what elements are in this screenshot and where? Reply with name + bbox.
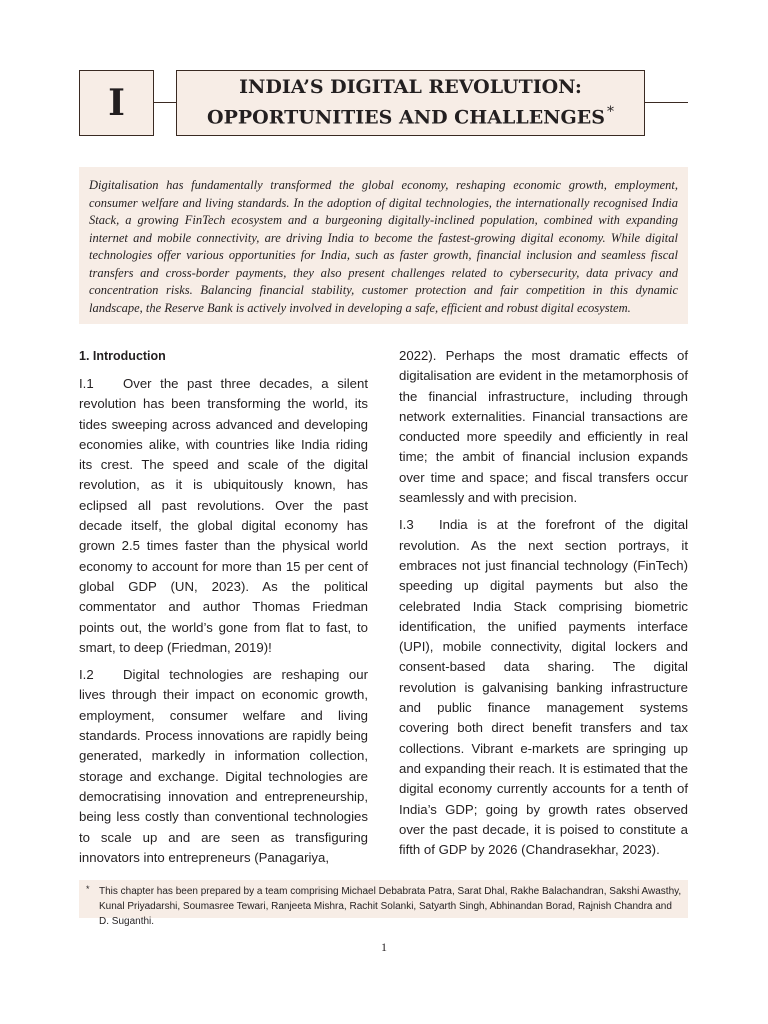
chapter-number: I	[108, 82, 125, 124]
chapter-abstract: Digitalisation has fundamentally transformed the global economy, reshaping economic growth, employment, consumer welfare and living standards. In the adoption of digital technologies, the internationally recognised India Stack, a growing FinTech ecosystem and a burgeoning digitally-inclined population, combined with expanding internet and mobile connectivity, are driving India to become the fastest-growing digital economy. While digital technologies offer various opportunities for India, such as faster growth, financial inclusion and seamless fiscal transfers and cross-border payments, they also present challenges related to cybersecurity, data privacy and concentration risks. Balancing financial stability, customer protection and fair competition in this dynamic landscape, the Reserve Bank is actively involved in developing a safe, efficient and robust digital ecosystem.	[79, 167, 688, 324]
paragraph-i3	[399, 515, 688, 860]
right-column	[399, 346, 688, 867]
footnote	[79, 880, 688, 927]
paragraph-i1	[79, 374, 368, 658]
paragraph-text: Over the past three decades, a silent revolution has been transforming the world, its tides sweeping across advanced and developing economies alike, with countries like India riding its crest. The speed and scale of the digital revolution, as it is ubiquitously known, has eclipsed all past revolutions. Over the past decade itself, the global digital economy has grown 2.5 times faster than the physical world economy to account for more than 15 per cent of global GDP (UN, 2023). As the political commentator and author Thomas Friedman points out, the world’s gone from flat to fast, to smart, to deep (Friedman, 2019)!	[79, 376, 368, 655]
footnote-marker: *	[86, 884, 90, 894]
chapter-title-box	[176, 70, 645, 136]
section-heading: 1. Introduction	[79, 349, 166, 363]
title-connector-line-left	[154, 102, 176, 103]
chapter-number-box	[79, 70, 154, 136]
chapter-title-line-1: INDIA’S DIGITAL REVOLUTION:	[239, 76, 582, 99]
paragraph-number: I.2	[79, 667, 94, 683]
footnote-text: This chapter has been prepared by a team comprising Michael Debabrata Patra, Sarat Dhal, Rakhe Balachandran, Sakshi Awasthy, Kunal Priyadarshi, Soumasree Tewari, Ranjeeta Mishra, Rachit Solanki, Satyarth Singh, Abhinandan Borad, Rajnish Chandra and D. Suganthi.	[99, 886, 682, 927]
paragraph-number: I.3	[399, 517, 414, 533]
paragraph-number: I.1	[79, 376, 94, 391]
title-connector-line-right	[645, 102, 688, 103]
chapter-title-footnote-marker: *	[606, 104, 614, 121]
chapter-title-line-2	[207, 100, 614, 130]
paragraph-text: India is at the forefront of the digital revolution. As the next section portrays, it embraces not just financial technology (FinTech) speeding up digital payments but also the celebrated India Stack comprising biometric identification, the unified payments interface (UPI), mobile connectivity, digital lockers and consent-based data sharing. The digital revolution is galvanising banking infrastructure and public finance management systems covering both direct benefit transfers and tax collections. Vibrant e-markets are springing up and expanding their reach. It is estimated that the digital economy currently accounts for a tenth of India’s GDP; going by growth rates observed over the past decade, it is poised to constitute a fifth of GDP by 2026 (Chandrasekhar, 2023).	[399, 517, 688, 858]
paragraph-text: Digital technologies are reshaping our lives through their impact on economic growth, employment, consumer welfare and living standards. Process innovations are rapidly being generated, markedly in information collection, storage and exchange. Digital technologies are democratising innovation and entrepreneurship, being less costly than conventional technologies to scale up and are seen as transfiguring innovators into entrepreneurs (Panagariya,	[79, 667, 368, 865]
page-number: 1	[381, 940, 387, 954]
left-column	[79, 346, 368, 875]
paragraph-i2	[79, 665, 368, 868]
chapter-title-line-2-text: OPPORTUNITIES AND CHALLENGES	[207, 106, 605, 129]
paragraph-i2-continuation: 2022). Perhaps the most dramatic effects of digitalisation are evident in the metamorphosis of the financial infrastructure, including through network externalities. Financial transactions are conducted more speedily and efficiently in real time; the ambit of financial inclusion expands over time and space; and fiscal transfers occur seamlessly and with precision.	[399, 348, 688, 506]
